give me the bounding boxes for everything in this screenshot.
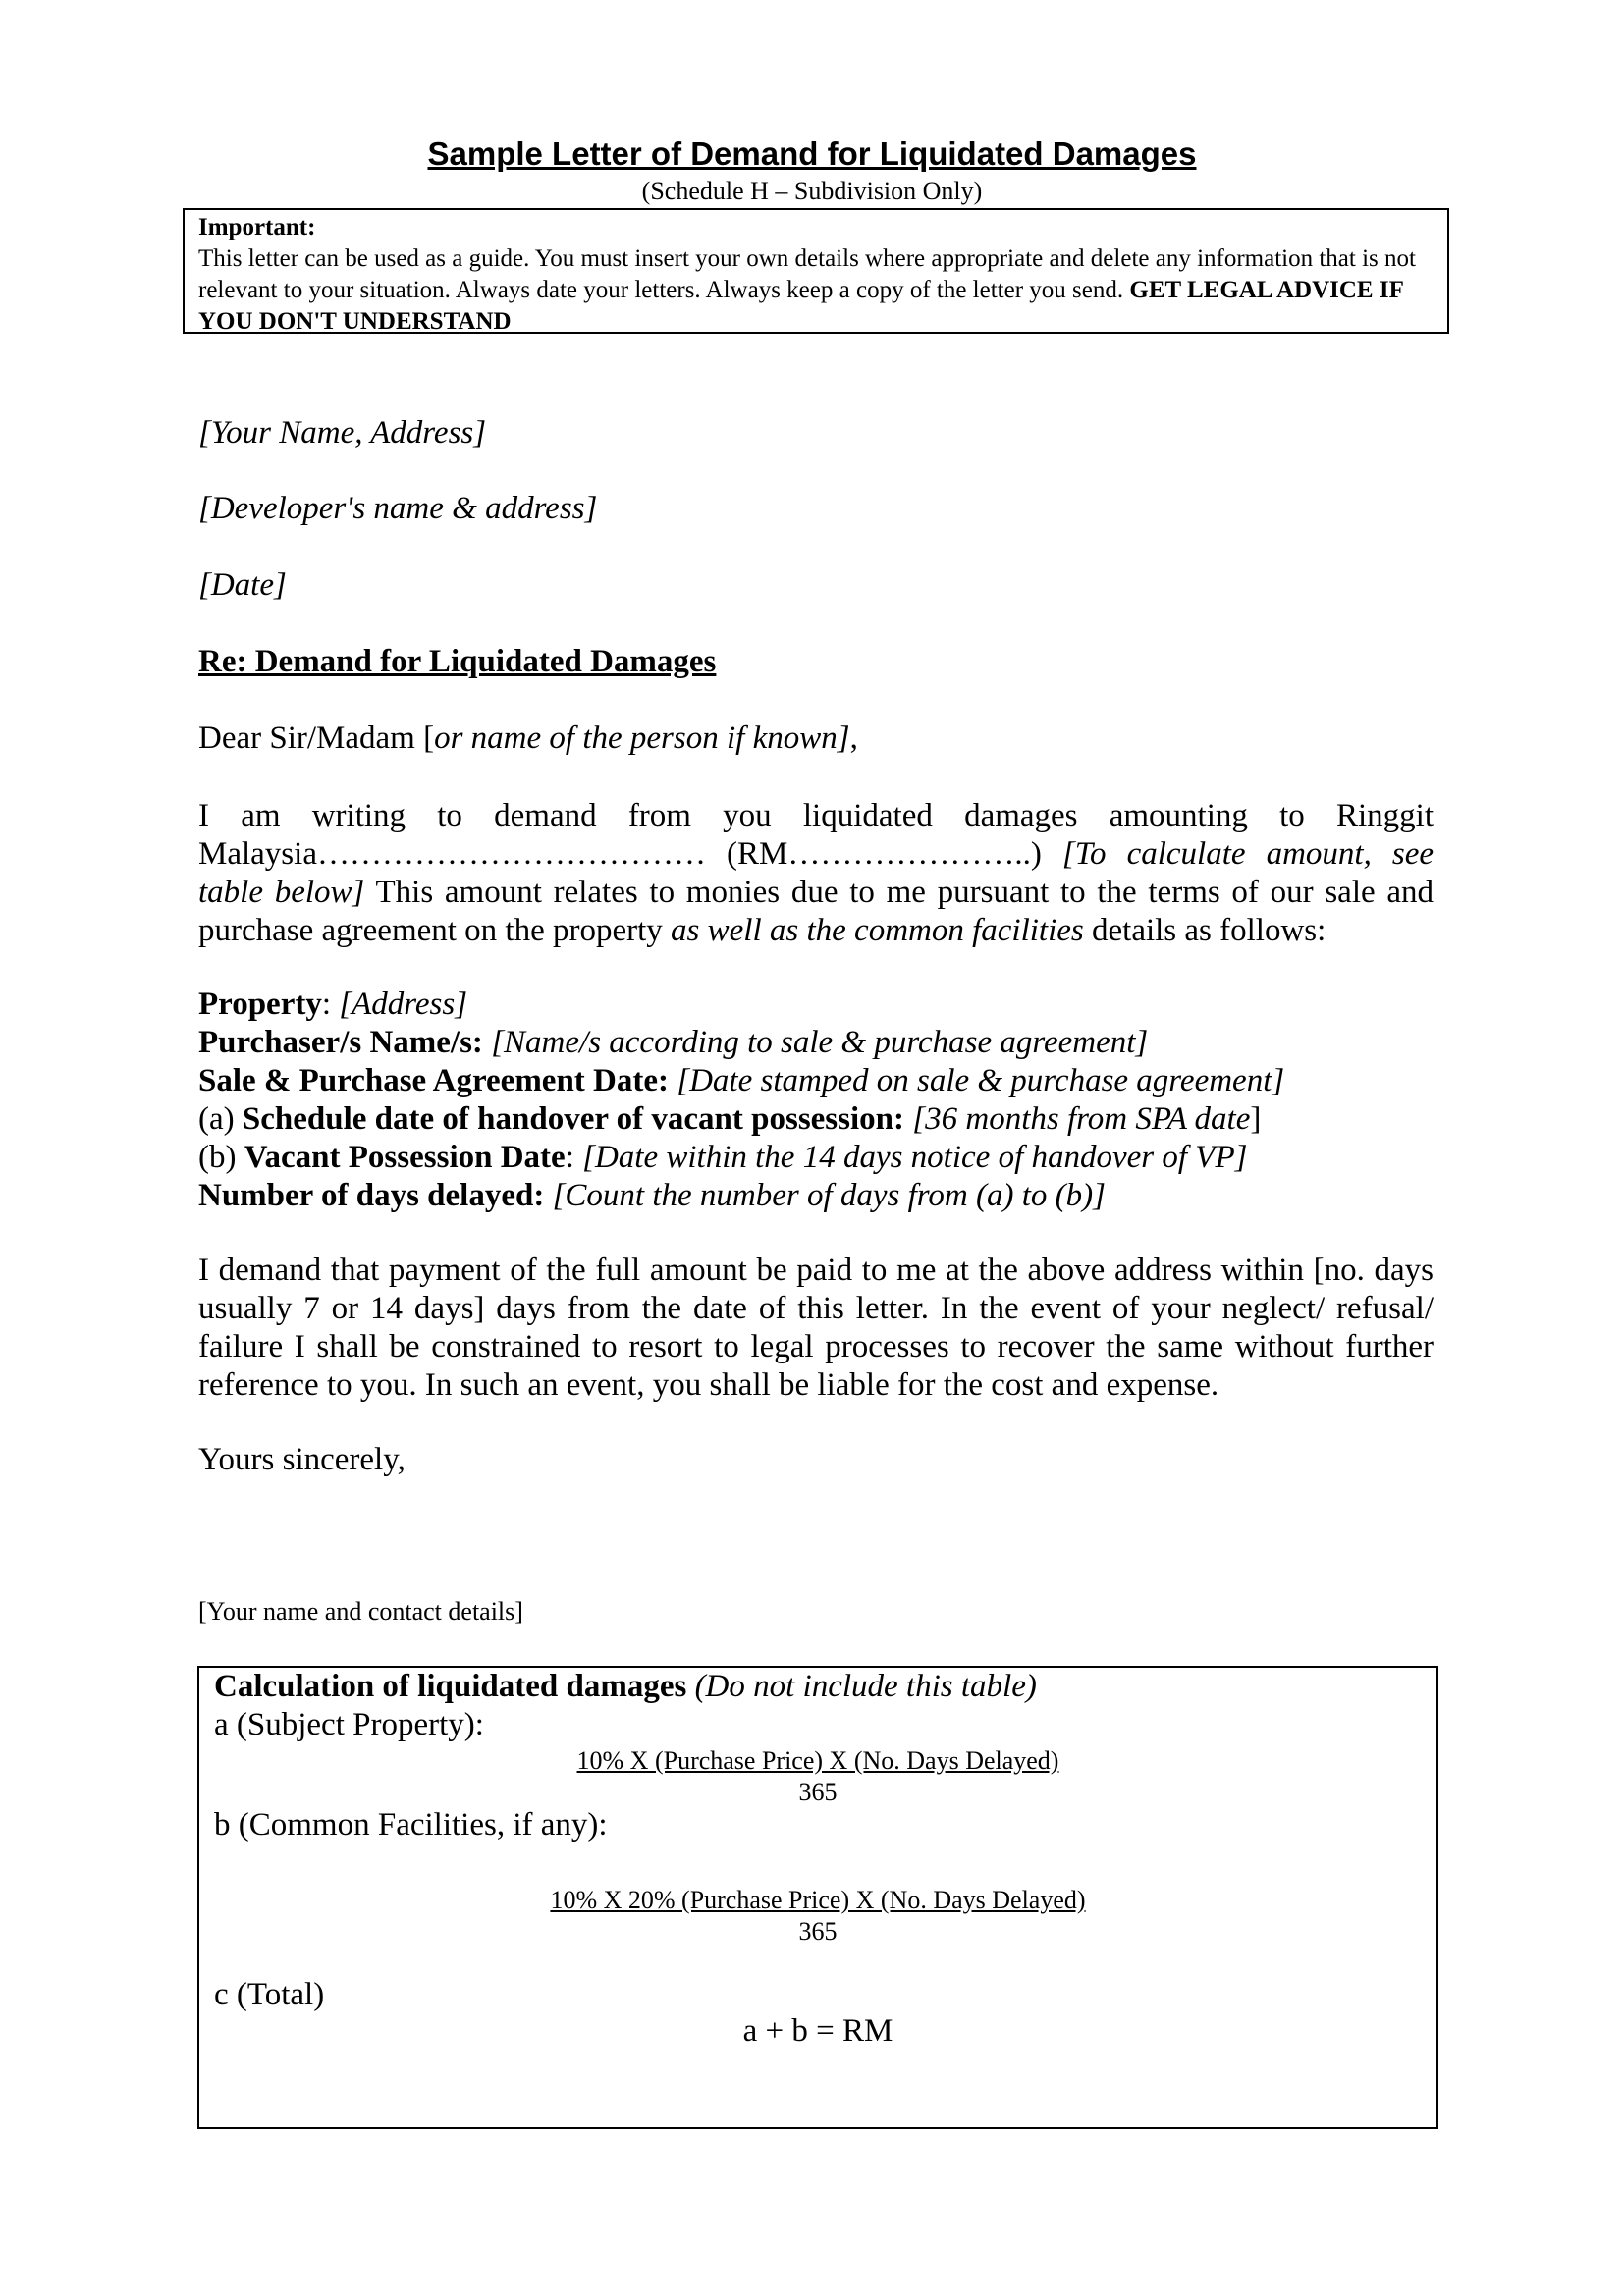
calculation-heading: [214, 1668, 1037, 1706]
paragraph-line: [198, 912, 1434, 950]
calculation-box: [197, 1666, 1438, 2129]
detail-value: [Name/s according to sale & purchase agreement]: [491, 1025, 1149, 1060]
calculation-b-formula: [199, 1886, 1436, 1915]
detail-label: Number of days delayed:: [198, 1178, 545, 1213]
detail-label: Schedule date of handover of vacant possession:: [242, 1101, 905, 1137]
important-emphasis: GET LEGAL ADVICE IF YOU DON'T UNDERSTAND: [198, 277, 1403, 335]
detail-label: Property: [198, 987, 322, 1022]
calculation-a-label: a (Subject Property):: [214, 1707, 484, 1742]
salutation-end: ,: [849, 721, 858, 756]
salutation-placeholder: or name of the person if known]: [434, 721, 850, 756]
detail-prefix: (a): [198, 1101, 235, 1137]
detail-property: Property: [Address]: [198, 987, 468, 1022]
detail-value: [Date within the 14 days notice of handover of VP]: [582, 1140, 1248, 1175]
document-title: Sample Letter of Demand for Liquidated Damages: [427, 135, 1197, 172]
detail-value: [Address]: [339, 987, 468, 1022]
paragraph-line: [198, 835, 1434, 874]
paragraph-text: details as follows:: [1092, 913, 1326, 948]
calculation-b-label: b (Common Facilities, if any):: [214, 1807, 608, 1842]
calculation-total-formula: a + b = RM: [742, 2013, 893, 2049]
calculation-b-denominator: 365: [798, 1917, 838, 1946]
calculation-b-numerator: 10% X 20% (Purchase Price) X (No. Days Delayed): [550, 1886, 1086, 1914]
paragraph-payment-demand: I demand that payment of the full amount be paid to me at the above address within [no. days usually 7 or 14 days] days from the date of this letter. In the event of your neglect/ refusal/ failure I shall be constrained to resort to legal processes to recover the same without further reference to you. In such an event, you shall be liable for the cost and expense.: [198, 1253, 1434, 1403]
property-details: [198, 986, 1434, 1215]
detail-label: Purchaser/s Name/s:: [198, 1025, 483, 1060]
letter-subject: Re: Demand for Liquidated Damages: [198, 644, 717, 679]
letter-date: [Date]: [198, 567, 287, 603]
paragraph-text: This amount relates to monies due to me pursuant to the terms of our sale and: [375, 875, 1435, 910]
detail-label: Vacant Possession Date: [244, 1140, 566, 1175]
signature-placeholder: [Your name and contact details]: [198, 1597, 523, 1626]
detail-days-delayed: [198, 1177, 1434, 1215]
paragraph-line: [198, 874, 1434, 912]
common-facilities-note: as well as the common facilities: [671, 913, 1084, 948]
amount-placeholder: Malaysia……………………………… (RM…………………..): [198, 836, 1042, 872]
document-subtitle: (Schedule H – Subdivision Only): [641, 177, 983, 205]
detail-value: [Date stamped on sale & purchase agreement]: [677, 1063, 1285, 1098]
calculation-heading-text: Calculation of liquidated damages: [214, 1669, 687, 1704]
amount-note: [To calculate amount, see: [1061, 836, 1435, 872]
detail-vp-date: (b) Vacant Possession Date: [Date within the 14 days notice of handover of VP]: [198, 1140, 1248, 1175]
paragraph-demand: [198, 797, 1434, 950]
salutation: [198, 720, 1434, 758]
sender-name-address: [Your Name, Address]: [198, 415, 487, 451]
salutation-text: Dear Sir/Madam [: [198, 721, 435, 756]
developer-name-address: [Developer's name & address]: [198, 491, 598, 526]
detail-label: Sale & Purchase Agreement Date:: [198, 1063, 669, 1098]
amount-note-end: table below]: [198, 875, 365, 910]
paragraph-text: purchase agreement on the property: [198, 913, 663, 948]
calculation-a-denominator: 365: [798, 1778, 838, 1806]
detail-value-end: ]: [1250, 1101, 1262, 1137]
calculation-a-numerator: 10% X (Purchase Price) X (No. Days Delayed): [576, 1746, 1059, 1775]
calculation-c-label: c (Total): [214, 1977, 325, 2012]
detail-value: [36 months from SPA date: [912, 1101, 1251, 1137]
calculation-heading-note: (Do not include this table): [694, 1669, 1037, 1704]
important-notice-box: [183, 208, 1449, 334]
important-text: This letter can be used as a guide. You must insert your own details where appropriate and delete any information that is not relevant to your situation. Always date your letters. Always keep a copy of the letter you send.: [198, 245, 1416, 303]
calculation-a-formula: [199, 1746, 1436, 1776]
detail-purchaser: [198, 1024, 1434, 1062]
closing: Yours sincerely,: [198, 1442, 406, 1477]
detail-prefix: (b): [198, 1140, 237, 1175]
detail-value: [Count the number of days from (a) to (b)]: [552, 1178, 1106, 1213]
important-label: Important:: [198, 214, 316, 240]
detail-schedule-date: [198, 1100, 1434, 1139]
paragraph-line: I am writing to demand from you liquidated damages amounting to Ringgit: [198, 798, 1434, 833]
detail-spa-date: [198, 1062, 1434, 1100]
